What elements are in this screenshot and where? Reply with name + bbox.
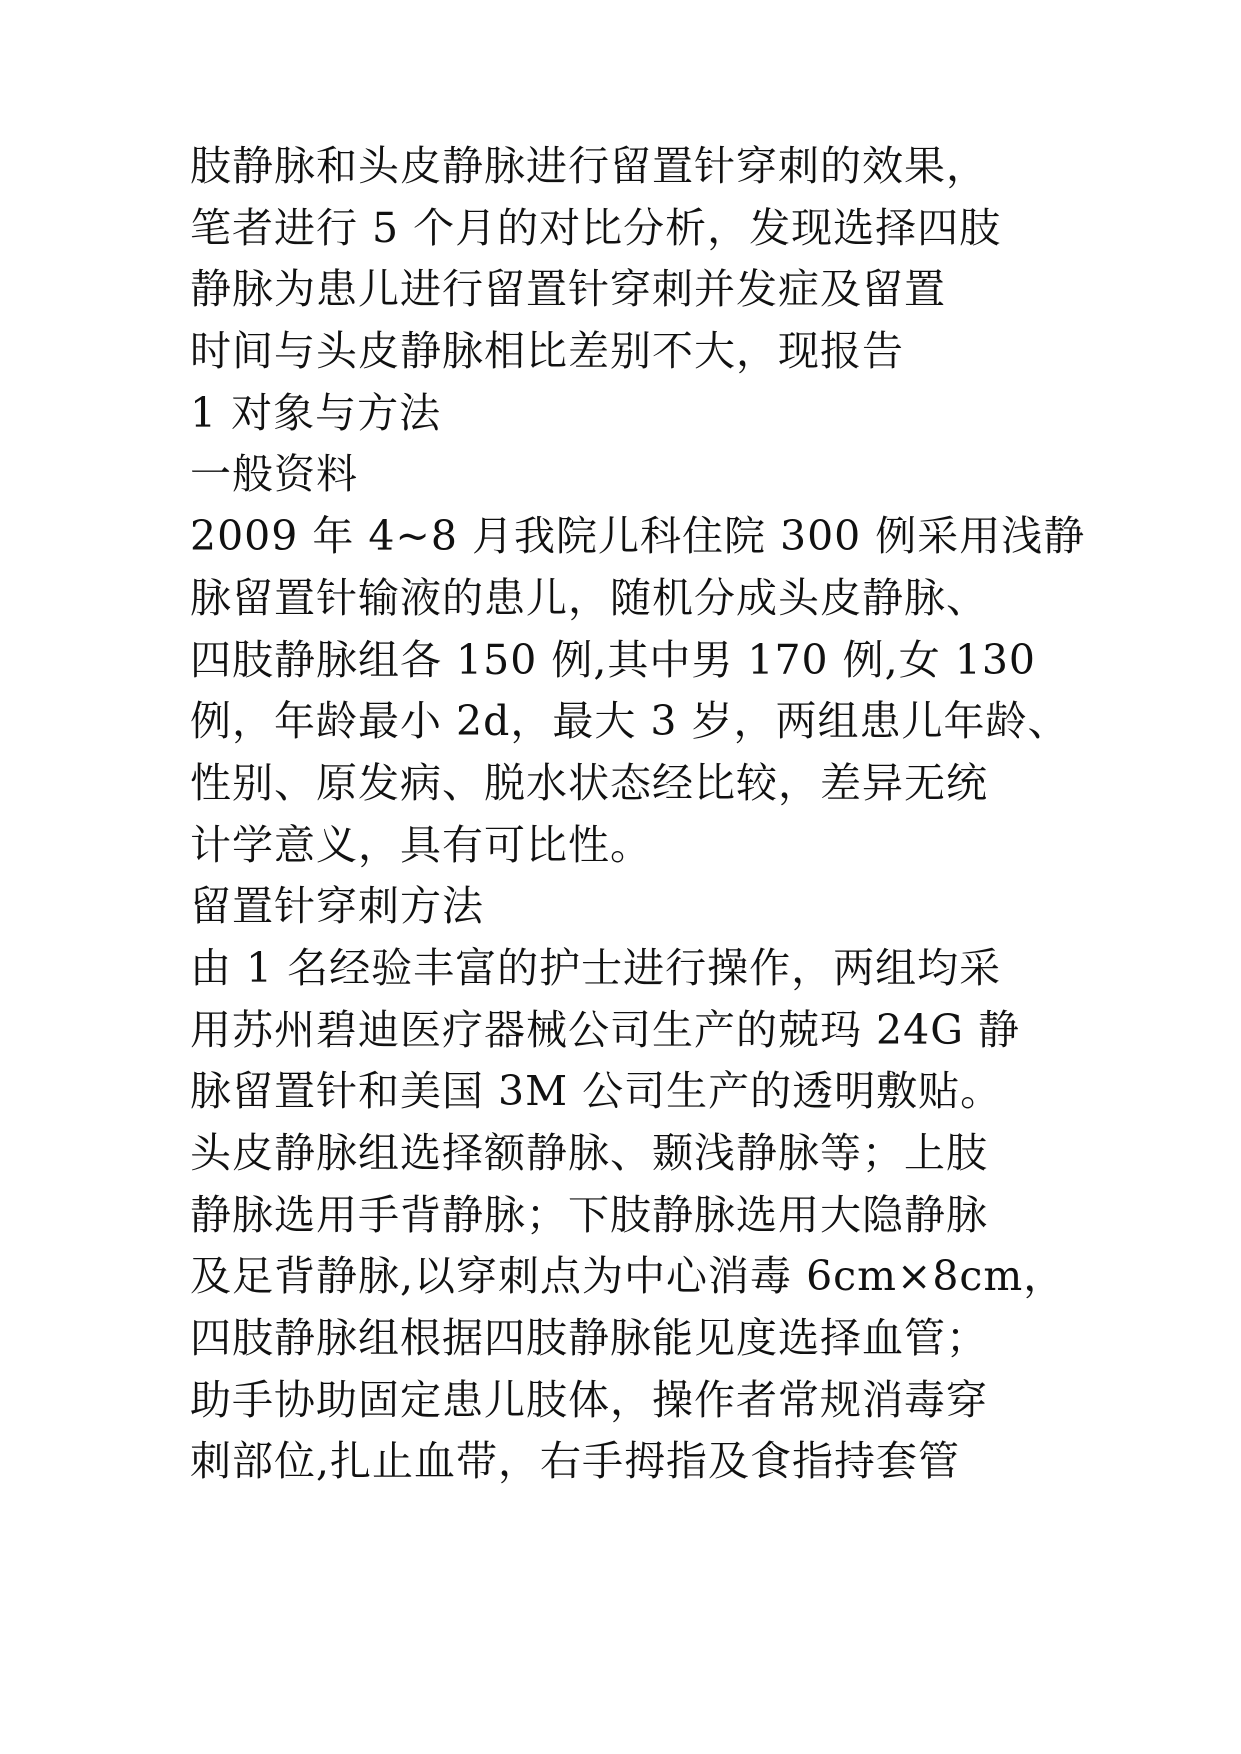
text-line: 静脉选用手背静脉；下肢静脉选用大隐静脉	[190, 1190, 988, 1239]
text-line: 脉留置针输液的患儿，随机分成头皮静脉、	[190, 573, 988, 622]
text-line: 时间与头皮静脉相比差别不大，现报告	[190, 327, 904, 376]
text-line: 2009 年 4~8 月我院儿科住院 300 例采用浅静	[190, 512, 1086, 561]
text-line: 肢静脉和头皮静脉进行留置针穿刺的效果，	[190, 142, 988, 190]
text-line: 计学意义，具有可比性。	[190, 820, 652, 869]
text-line: 助手协助固定患儿肢体，操作者常规消毒穿	[190, 1375, 988, 1424]
text-line: 脉留置针和美国 3M 公司生产的透明敷贴。	[190, 1067, 1003, 1116]
section-heading: 1 对象与方法	[190, 388, 442, 437]
body-text	[190, 136, 1190, 1493]
text-line: 用苏州碧迪医疗器械公司生产的兢玛 24G 静	[190, 1005, 1020, 1054]
text-line: 四肢静脉组根据四肢静脉能见度选择血管；	[190, 1314, 988, 1363]
subsection-heading: 留置针穿刺方法	[190, 882, 484, 931]
text-line: 例，年龄最小 2d，最大 3 岁，两组患儿年龄、	[190, 697, 1070, 746]
text-line: 刺部位,扎止血带，右手拇指及食指持套管	[190, 1437, 961, 1486]
text-line: 及足背静脉,以穿刺点为中心消毒 6cm×8cm，	[190, 1252, 1066, 1301]
text-line: 四肢静脉组各 150 例,其中男 170 例,女 130	[190, 635, 1036, 684]
subsection-heading: 一般资料	[190, 450, 358, 499]
text-line: 性别、原发病、脱水状态经比较，差异无统	[190, 758, 988, 807]
text-line: 头皮静脉组选择额静脉、颞浅静脉等；上肢	[190, 1129, 988, 1177]
text-line: 静脉为患儿进行留置针穿刺并发症及留置	[190, 265, 946, 314]
text-line: 笔者进行 5 个月的对比分析，发现选择四肢	[190, 203, 1002, 252]
text-line: 由 1 名经验丰富的护士进行操作，两组均采	[190, 943, 1002, 992]
